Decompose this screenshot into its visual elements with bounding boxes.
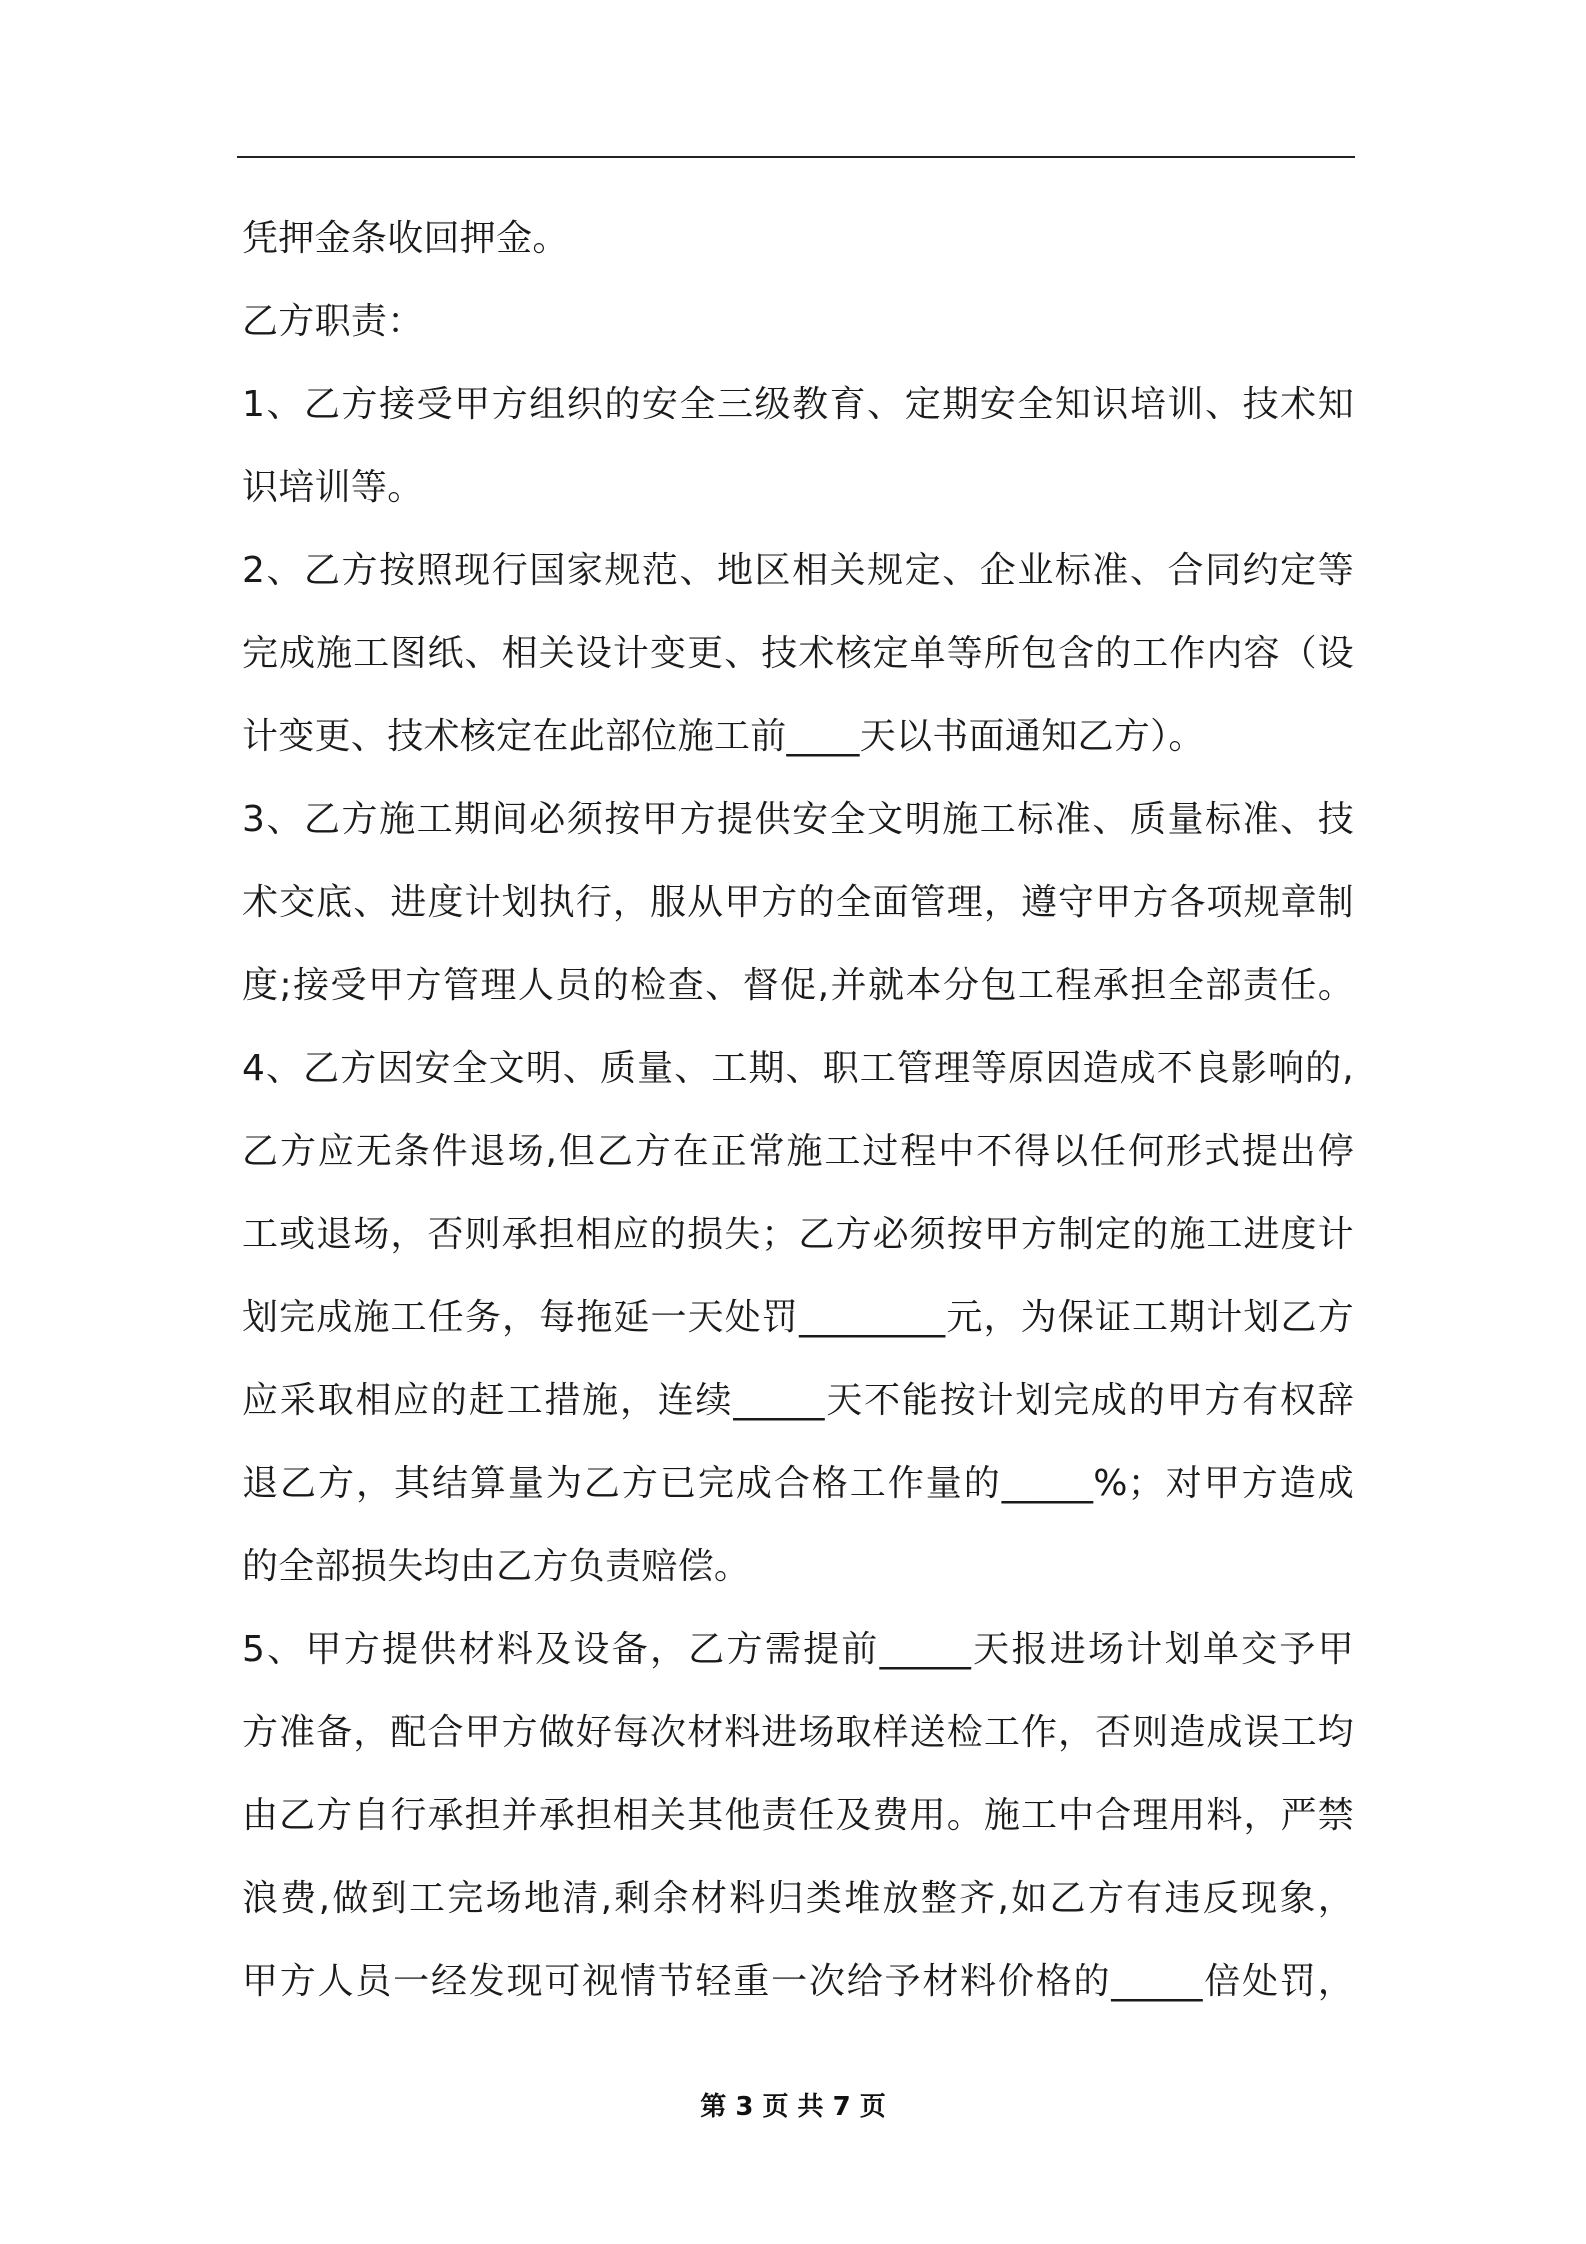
text-line: 术交底、进度计划执行，服从甲方的全面管理，遵守甲方各项规章制: [242, 882, 1354, 923]
text-line: 方准备，配合甲方做好每次材料进场取样送检工作，否则造成误工均: [242, 1712, 1354, 1753]
text-line: 应采取相应的赶工措施，连续_____天不能按计划完成的甲方有权辞: [242, 1380, 1354, 1421]
page-footer: [0, 2090, 1586, 2124]
text-line: 乙方职责：: [242, 301, 424, 342]
text-line: 划完成施工任务，每拖延一天处罚________元，为保证工期计划乙方: [242, 1297, 1354, 1338]
text-line: 退乙方，其结算量为乙方已完成合格工作量的_____%；对甲方造成: [242, 1463, 1354, 1504]
text-line: 完成施工图纸、相关设计变更、技术核定单等所包含的工作内容（设: [242, 633, 1354, 674]
text-line: 浪费,做到工完场地清,剩余材料归类堆放整齐,如乙方有违反现象，: [242, 1878, 1354, 1919]
text-line: 的全部损失均由乙方负责赔偿。: [242, 1546, 751, 1587]
text-line: 4、乙方因安全文明、质量、工期、职工管理等原因造成不良影响的,: [242, 1048, 1354, 1089]
text-line: 1、乙方接受甲方组织的安全三级教育、定期安全知识培训、技术知: [242, 384, 1354, 425]
text-line: 乙方应无条件退场,但乙方在正常施工过程中不得以任何形式提出停: [242, 1131, 1354, 1172]
text-line: 识培训等。: [242, 467, 424, 508]
text-line: 凭押金条收回押金。: [242, 218, 569, 259]
text-line: 由乙方自行承担并承担相关其他责任及费用。施工中合理用料，严禁: [242, 1795, 1354, 1836]
text-line: 度;接受甲方管理人员的检查、督促,并就本分包工程承担全部责任。: [242, 965, 1354, 1006]
text-line: 甲方人员一经发现可视情节轻重一次给予材料价格的_____倍处罚，: [242, 1961, 1354, 2002]
text-line: 工或退场，否则承担相应的损失；乙方必须按甲方制定的施工进度计: [242, 1214, 1354, 1255]
text-line: 计变更、技术核定在此部位施工前____天以书面通知乙方）。: [242, 716, 1205, 757]
header-rule: [237, 156, 1355, 158]
text-line: 2、乙方按照现行国家规范、地区相关规定、企业标准、合同约定等: [242, 550, 1354, 591]
text-line: 5、甲方提供材料及设备，乙方需提前_____天报进场计划单交予甲: [242, 1629, 1354, 1670]
text-line: 3、乙方施工期间必须按甲方提供安全文明施工标准、质量标准、技: [242, 799, 1354, 840]
document-body: [242, 197, 1354, 2023]
page-number-label: 第 3 页 共 7 页: [700, 2092, 886, 2122]
